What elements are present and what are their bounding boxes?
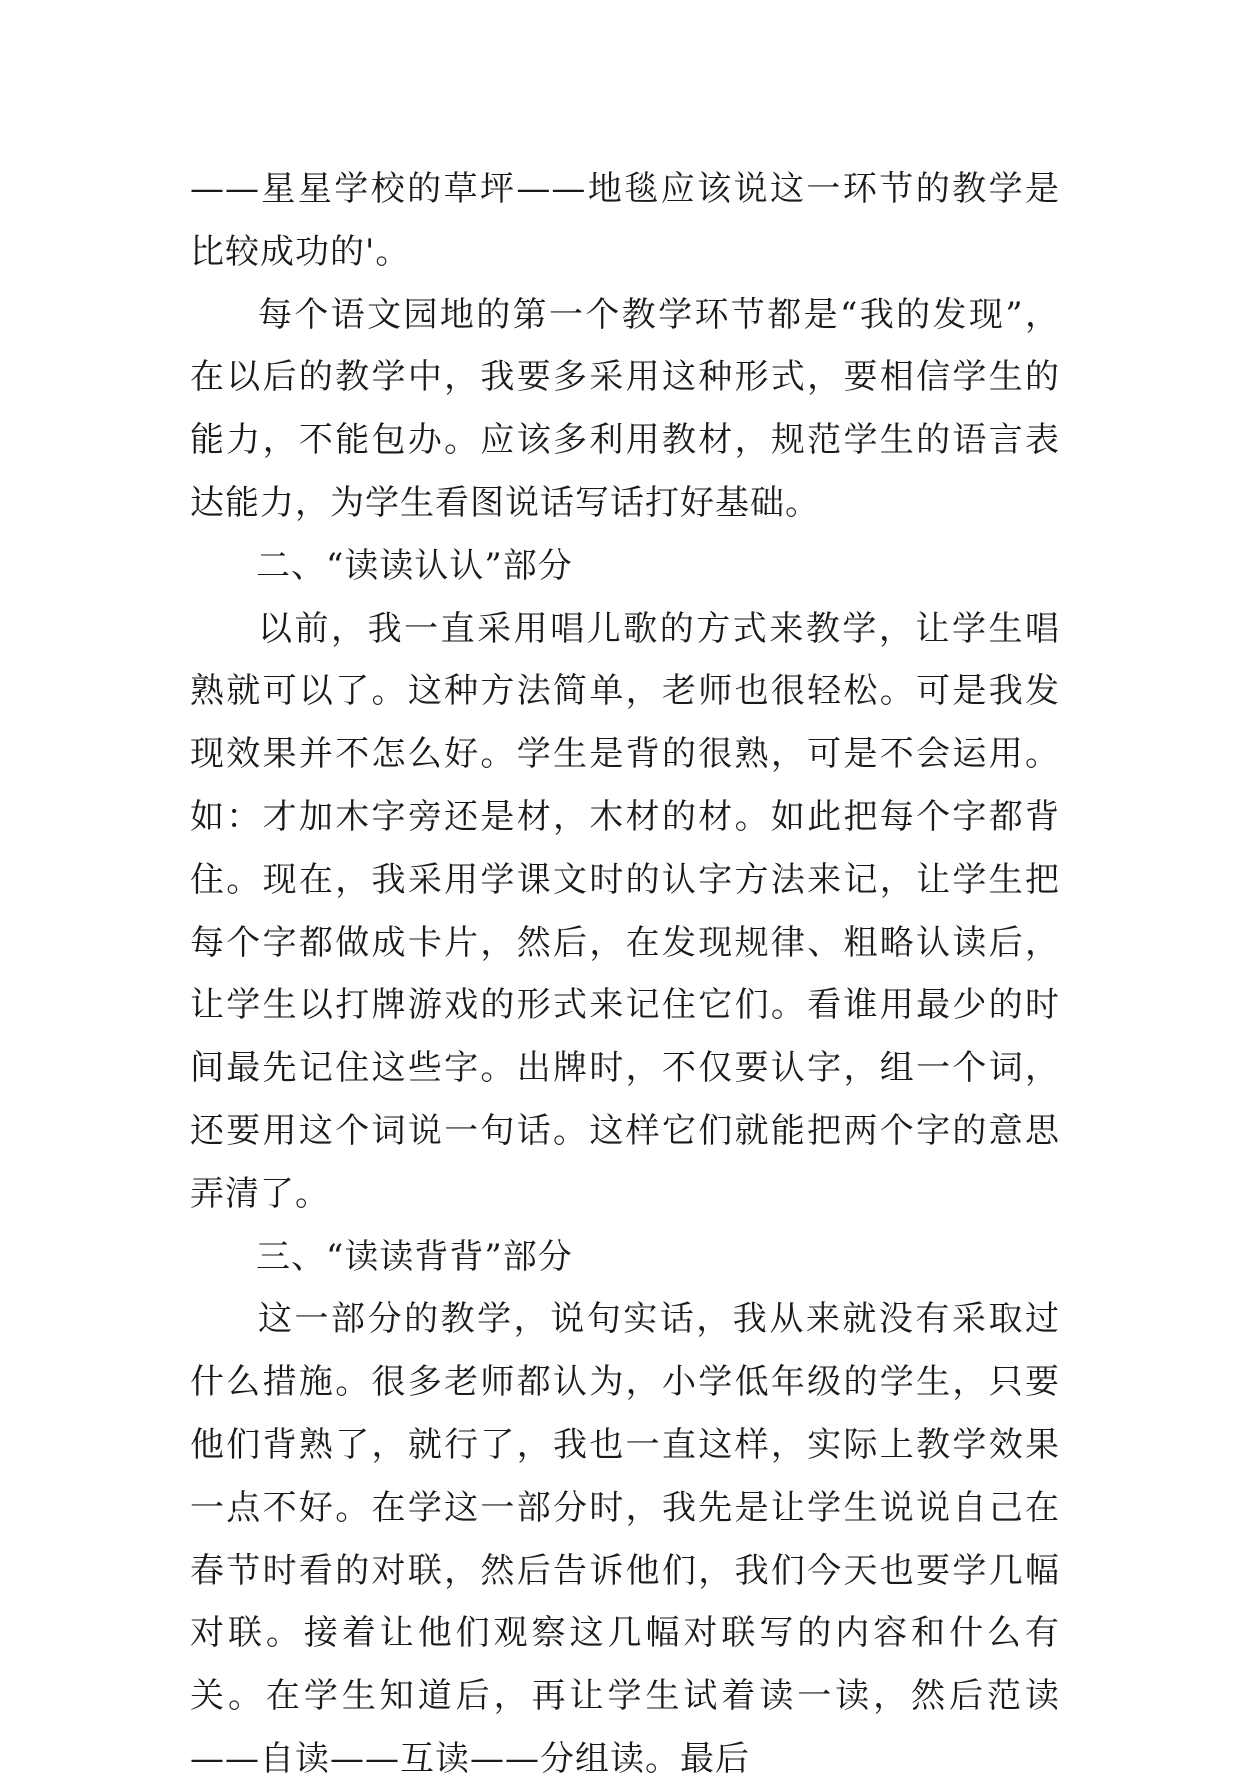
paragraph-read-and-recognize: 以前，我一直采用唱儿歌的方式来教学，让学生唱熟就可以了。这种方法简单，老师也很轻松。可是我发现效果并不怎么好。学生是背的很熟，可是不会运用。如：才加木字旁还是材，木材的材。如此把每个字都背住。现在，我采用学课文时的认字方法来记，让学生把每个字都做成卡片，然后，在发现规律、粗略认读后，让学生以打牌游戏的形式来记住它们。看谁用最少的时间最先记住这些字。出牌时，不仅要认字，组一个词，还要用这个词说一句话。这样它们就能把两个字的意思弄清了。 bbox=[190, 608, 1060, 1214]
section-heading-read-and-recognize: 二、“读读认认”部分 bbox=[256, 545, 573, 586]
paragraph-continuation: ——星星学校的草坪——地毯应该说这一环节的教学是比较成功的'。 bbox=[190, 169, 1060, 272]
section-heading-read-and-recite: 三、“读读背背”部分 bbox=[256, 1236, 573, 1277]
paragraph-read-and-recite: 这一部分的教学，说句实话，我从来就没有采取过什么措施。很多老师都认为，小学低年级的学生，只要他们背熟了，就行了，我也一直这样，实际上教学效果一点不好。在学这一部分时，我先是让学生说说自己在春节时看的对联，然后告诉他们，我们今天也要学几幅对联。接着让他们观察这几幅对联写的内容和什么有关。在学生知道后，再让学生试着读一读，然后范读——自读——互读——分组读。最后 bbox=[190, 1299, 1060, 1779]
paragraph-my-discovery: 每个语文园地的第一个教学环节都是“我的发现”，在以后的教学中，我要多采用这种形式，要相信学生的能力，不能包办。应该多利用教材，规范学生的语言表达能力，为学生看图说话写话打好基础。 bbox=[190, 294, 1060, 523]
document-page bbox=[190, 158, 1060, 1791]
